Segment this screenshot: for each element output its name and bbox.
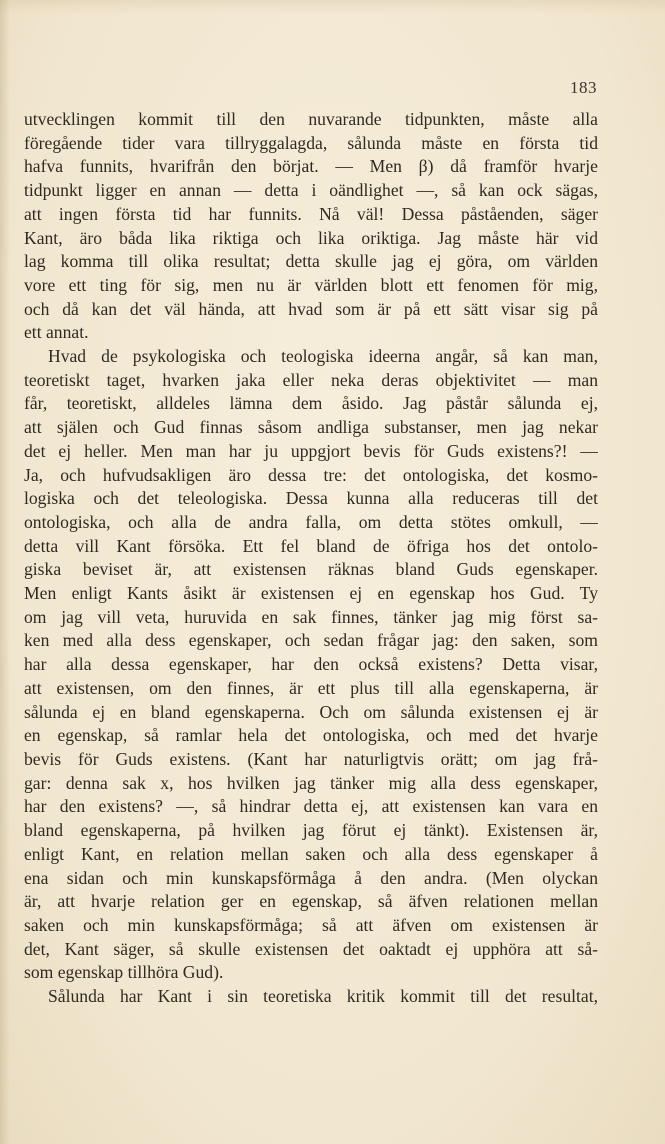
text-line: Sålunda har Kant i sin teoretiska kritik kommit till det resultat, xyxy=(48,986,598,1007)
text-line: utvecklingen kommit till den nuvarande tidpunkten, måste alla xyxy=(24,109,598,129)
text-line: saken och min kunskapsförmåga; så att äfven om existensen är xyxy=(24,914,598,935)
text-line: ena sidan och min kunskapsförmåga å den andra. (Men olyckan xyxy=(24,867,598,888)
page-number: 183 xyxy=(570,78,597,97)
text-line: att ingen första tid har funnits. Nå väl! Dessa påståenden, säger xyxy=(24,203,598,224)
text-line: bevis för Guds existens. (Kant har naturligtvis orätt; om jag frå- xyxy=(24,748,598,769)
text-line: Ja, och hufvudsakligen äro dessa tre: det ontologiska, det kosmo- xyxy=(24,464,598,485)
body-text xyxy=(24,108,598,1009)
text-line: Hvad de psykologiska och teologiska ideerna angår, så kan man, xyxy=(48,346,598,367)
text-line: Men enligt Kants åsikt är existensen ej en egenskap hos Gud. Ty xyxy=(24,583,598,604)
text-line: har den existens? —, så hindrar detta ej, att existensen kan vara en xyxy=(24,796,598,817)
text-line: sålunda ej en bland egenskaperna. Och om sålunda existensen ej är xyxy=(24,701,598,722)
text-line: logiska och det teleologiska. Dessa kunna alla reduceras till det xyxy=(24,488,598,509)
text-line: ett annat. xyxy=(24,322,89,343)
text-line: det ej heller. Men man har ju uppgjort bevis för Guds existens?! — xyxy=(24,440,598,461)
text-line: hafva funnits, hvarifrån den börjat. — Men β) då framför hvarje xyxy=(24,156,598,177)
text-line: att själen och Gud finnas såsom andliga substanser, men jag nekar xyxy=(24,417,598,438)
text-line: föregående tider vara tillryggalagda, sålunda måste en första tid xyxy=(24,132,598,153)
text-line: lag komma till olika resultat; detta skulle jag ej göra, om världen xyxy=(24,251,598,272)
text-line: som egenskap tillhöra Gud). xyxy=(24,962,224,983)
text-line: enligt Kant, en relation mellan saken och alla dess egenskaper å xyxy=(24,843,598,864)
page-spine-shading xyxy=(0,0,10,1144)
text-line: en egenskap, så ramlar hela det ontologiska, och med det hvarje xyxy=(24,725,598,746)
text-line: vore ett ting för sig, men nu är världen blott ett fenomen för mig, xyxy=(24,274,598,295)
text-line: och då kan det väl hända, att hvad som är på ett sätt visar sig på xyxy=(24,298,598,319)
text-line: bland egenskaperna, på hvilken jag förut ej tänkt). Existensen är, xyxy=(24,820,598,841)
text-line: ontologiska, och alla de andra falla, om detta stötes omkull, — xyxy=(24,511,598,532)
text-line: det, Kant säger, så skulle existensen det oaktadt ej upphöra att så- xyxy=(24,938,598,959)
text-line: får, teoretiskt, alldeles lämna dem åsido. Jag påstår sålunda ej, xyxy=(24,393,598,414)
text-line: tidpunkt ligger en annan — detta i oändlighet —, så kan ock sägas, xyxy=(24,180,598,201)
text-line: ken med alla dess egenskaper, och sedan frågar jag: den saken, som xyxy=(24,630,598,651)
text-line: teoretiskt taget, hvarken jaka eller neka deras objektivitet — man xyxy=(24,369,598,390)
text-line: att existensen, om den finnes, är ett plus till alla egenskaperna, är xyxy=(24,677,598,698)
text-line: har alla dessa egenskaper, har den också existens? Detta visar, xyxy=(24,654,598,675)
text-line: Kant, äro båda lika riktiga och lika oriktiga. Jag måste här vid xyxy=(24,227,598,248)
text-line: gar: denna sak x, hos hvilken jag tänker mig alla dess egenskaper, xyxy=(24,772,598,793)
text-line: giska beviset är, att existensen räknas bland Guds egenskaper. xyxy=(24,559,598,580)
page-top-shading xyxy=(0,0,665,14)
text-line: om jag vill veta, huruvida en sak finnes, tänker jag mig först sa- xyxy=(24,606,598,627)
text-line: detta vill Kant försöka. Ett fel bland de öfriga hos det ontolo- xyxy=(24,535,598,556)
text-line: är, att hvarje relation ger en egenskap, så äfven relationen mellan xyxy=(24,891,598,912)
